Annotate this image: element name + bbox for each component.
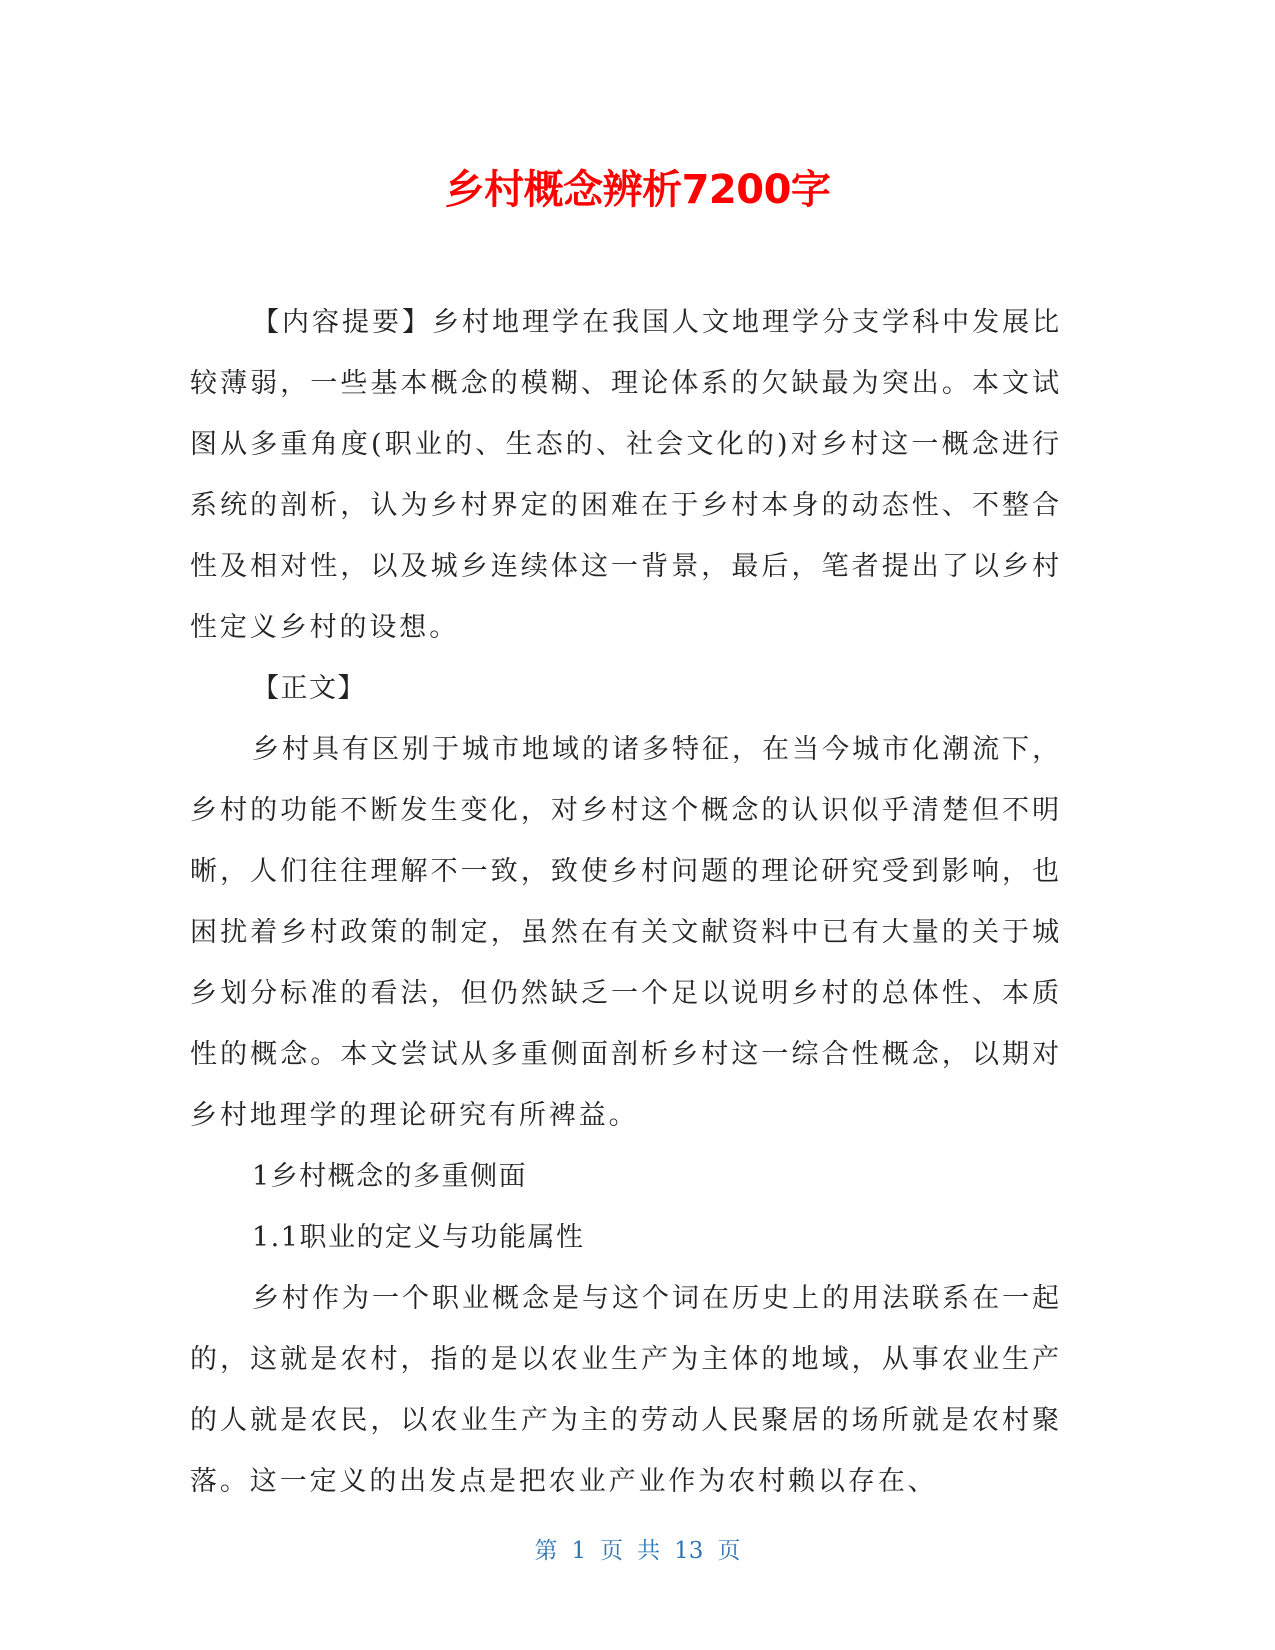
document-title: 乡村概念辨析7200字 (444, 167, 831, 213)
body-paragraph: 乡村作为一个职业概念是与这个词在历史上的用法联系在一起的，这就是农村，指的是以农业生产为主体的地域，从事农业生产的人就是农民，以农业生产为主的劳动人民聚居的场所就是农村聚落。这一定义的出发点是把农业产业作为农村赖以存在、 (190, 1283, 1062, 1497)
footer-page-number: 1 (571, 1538, 587, 1564)
footer-total-pages: 13 (674, 1538, 704, 1564)
section-heading: 1乡村概念的多重侧面 (252, 1161, 528, 1192)
footer-word-ye: 页 (600, 1538, 624, 1564)
document-body (190, 292, 1062, 1512)
footer-word-ye-2: 页 (717, 1538, 741, 1564)
footer-word-gong: 共 (637, 1538, 661, 1564)
subsection-heading: 1.1职业的定义与功能属性 (252, 1222, 585, 1253)
footer-word-di: 第 (534, 1538, 558, 1564)
page-footer (0, 1536, 1275, 1566)
main-text-label: 【正文】 (252, 673, 366, 704)
intro-paragraph: 乡村具有区别于城市地域的诸多特征，在当今城市化潮流下，乡村的功能不断发生变化，对乡村这个概念的认识似乎清楚但不明晰，人们往往理解不一致，致使乡村问题的理论研究受到影响，也困扰着乡村政策的制定，虽然在有关文献资料中已有大量的关于城乡划分标准的看法，但仍然缺乏一个足以说明乡村的总体性、本质性的概念。本文尝试从多重侧面剖析乡村这一综合性概念，以期对乡村地理学的理论研究有所裨益。 (190, 734, 1062, 1131)
abstract-paragraph: 【内容提要】乡村地理学在我国人文地理学分支学科中发展比较薄弱，一些基本概念的模糊、理论体系的欠缺最为突出。本文试图从多重角度(职业的、生态的、社会文化的)对乡村这一概念进行系统的剖析，认为乡村界定的困难在于乡村本身的动态性、不整合性及相对性，以及城乡连续体这一背景，最后，笔者提出了以乡村性定义乡村的设想。 (190, 307, 1062, 643)
